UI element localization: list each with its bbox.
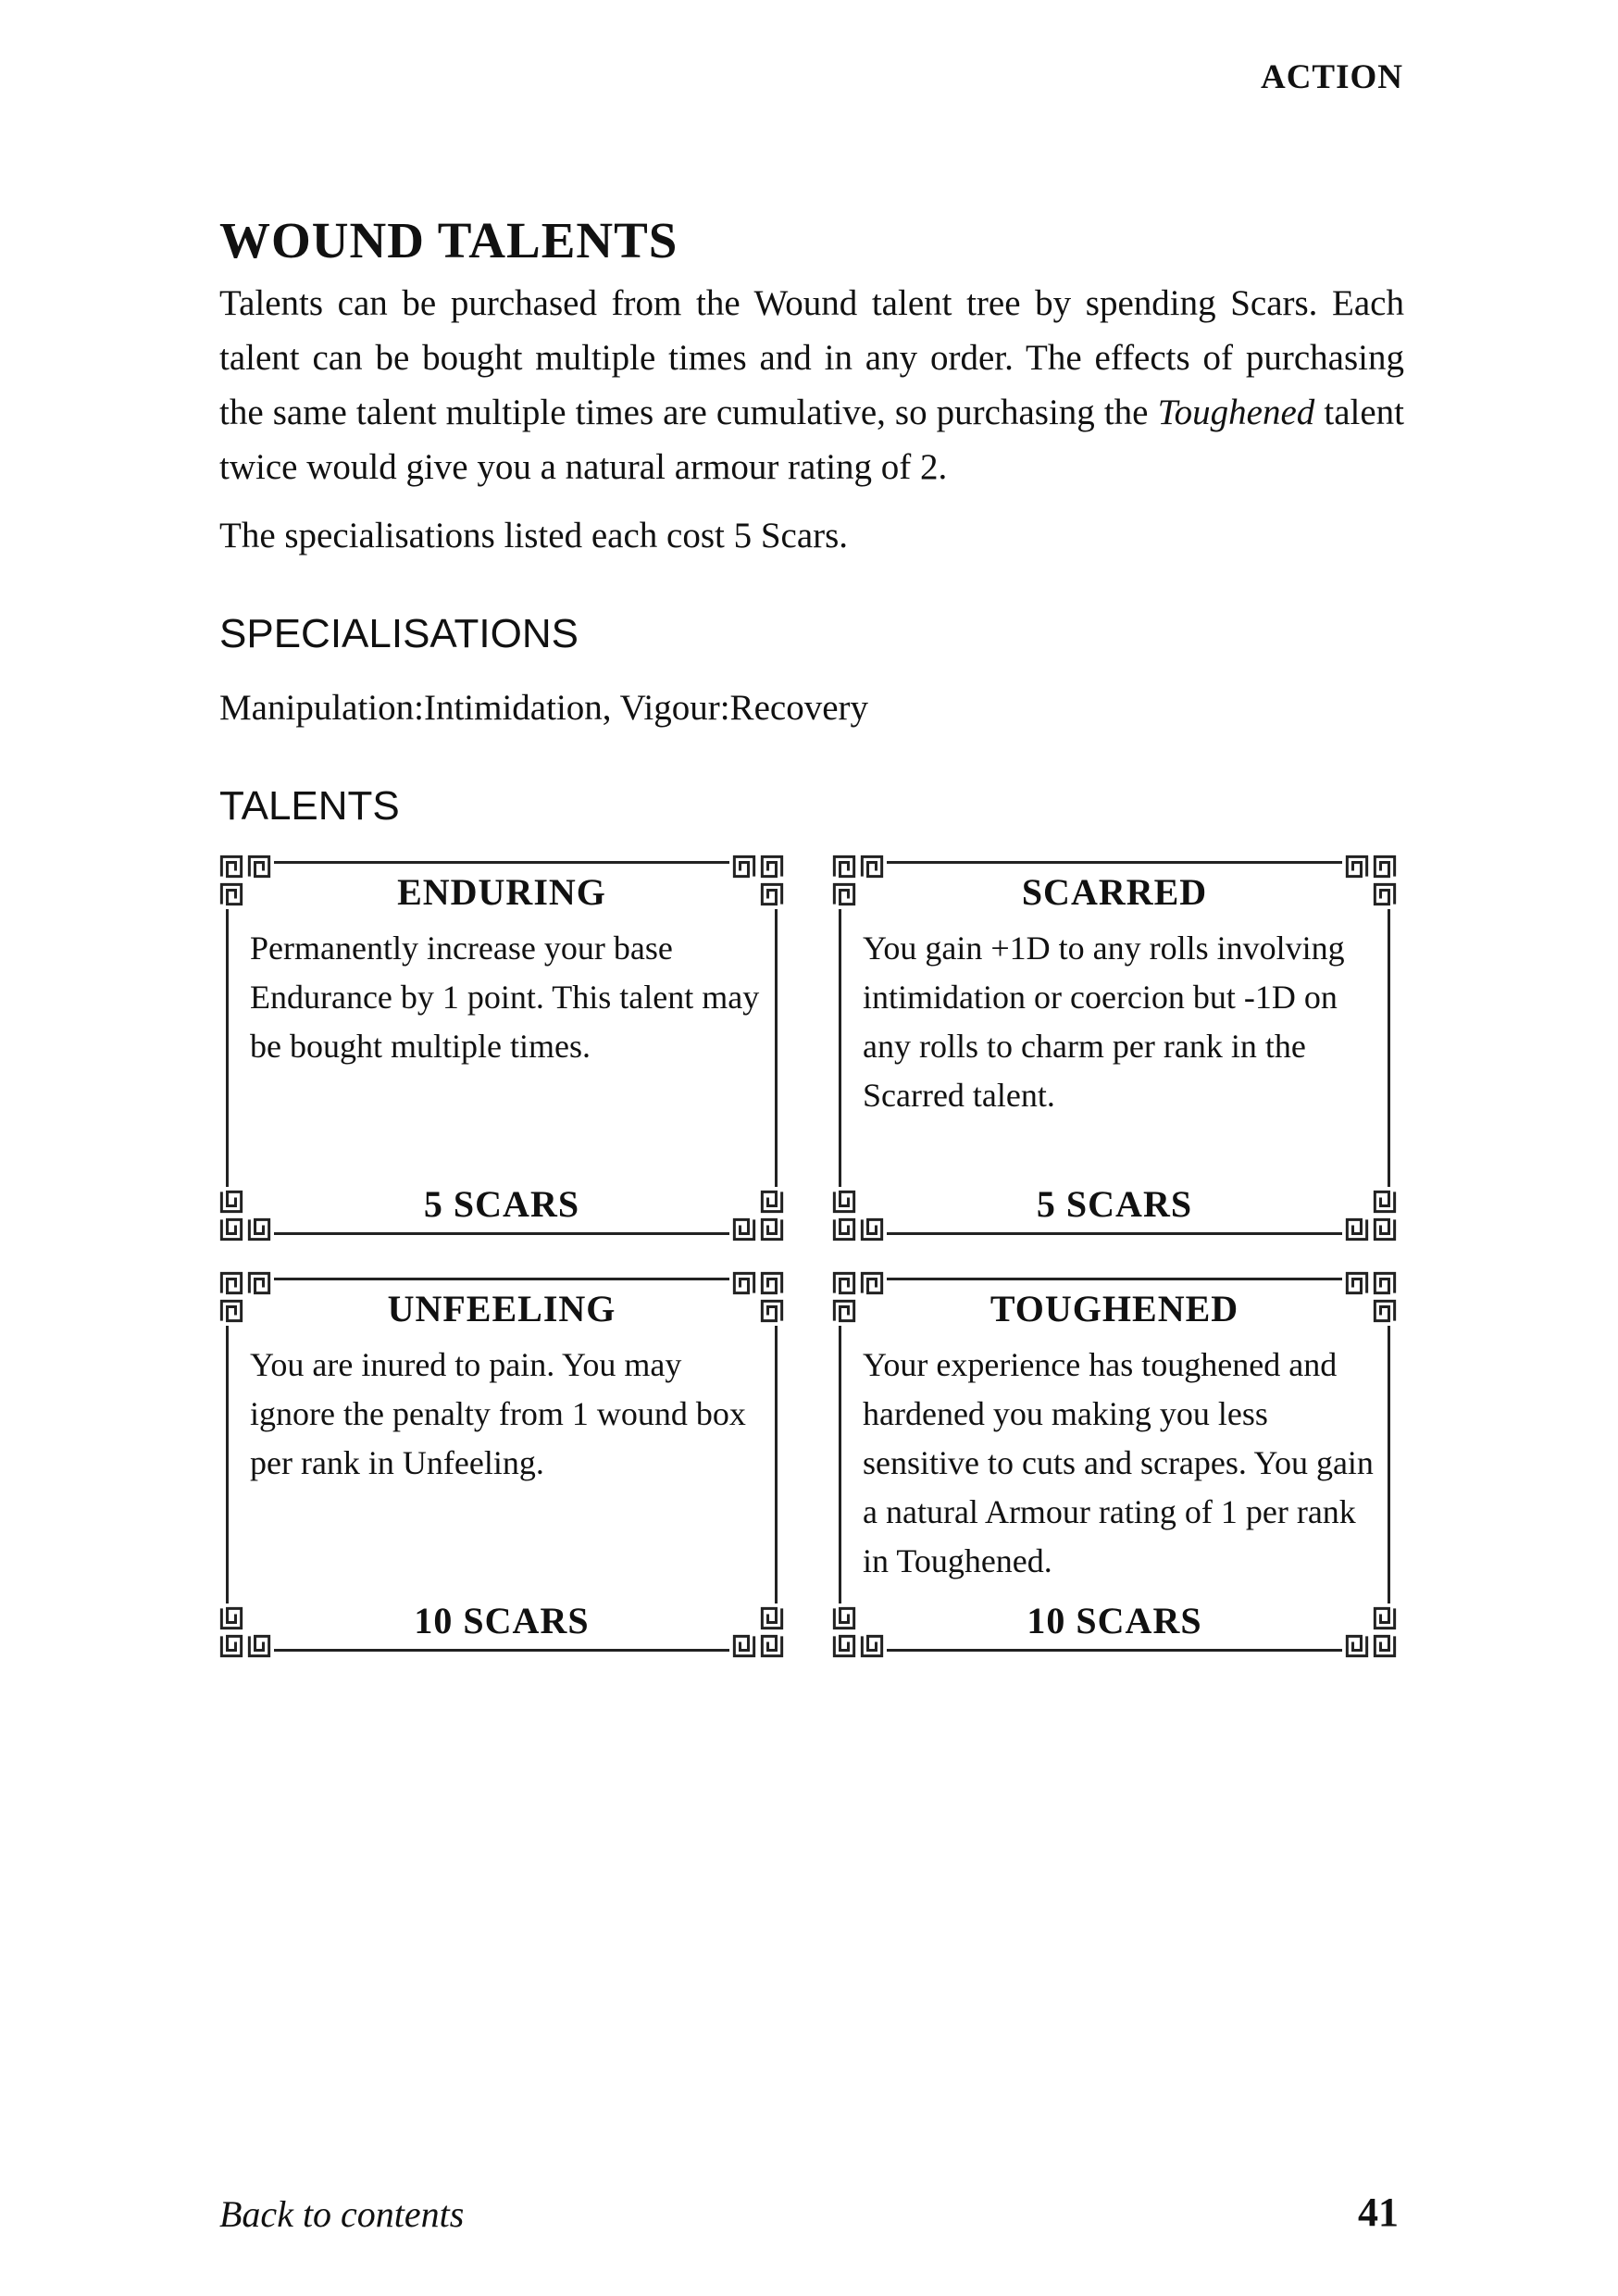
greek-key-corner-icon xyxy=(1342,1603,1400,1661)
talent-description: Your experience has toughened and hardened you making you less sensitive to cuts and scrapes. You gain a natural Armour rating of 1 per rank in Toughened. xyxy=(863,1346,1374,1579)
talent-description: You gain +1D to any rolls involving intimidation or coercion but -1D on any rolls to charm per rank in the Scarred talent. xyxy=(863,930,1345,1114)
greek-key-corner-icon xyxy=(1342,1187,1400,1244)
greek-key-corner-icon xyxy=(217,1268,274,1326)
greek-key-corner-icon xyxy=(729,1187,787,1244)
back-to-contents-link[interactable]: Back to contents xyxy=(219,2193,465,2235)
talent-cost: 5 SCARS xyxy=(1036,1183,1193,1225)
greek-key-corner-icon xyxy=(1342,852,1400,909)
talent-title: UNFEELING xyxy=(387,1288,616,1329)
intro-text-end: talent twice would give you a natural armour rating of 2. xyxy=(219,393,1404,487)
talent-title: ENDURING xyxy=(397,871,606,913)
running-head: ACTION xyxy=(1260,58,1403,96)
greek-key-corner-icon xyxy=(729,852,787,909)
intro-text-start: Talents can be purchased from the Wound talent tree by spending Scars. Each talent can be bought multiple times and in any order. The effects of purchasing the same talent multiple times are cumulative, so purchasing the xyxy=(219,283,1404,432)
greek-key-corner-icon xyxy=(217,1603,274,1661)
talent-cost: 5 SCARS xyxy=(423,1183,580,1225)
talent-title: TOUGHENED xyxy=(989,1288,1239,1329)
specialisations-heading: SPECIALISATIONS xyxy=(219,611,579,656)
greek-key-corner-icon xyxy=(829,852,887,909)
greek-key-corner-icon xyxy=(729,1603,787,1661)
talent-description: You are inured to pain. You may ignore the penalty from 1 wound box per rank in Unfeeling. xyxy=(250,1346,746,1481)
greek-key-corner-icon xyxy=(829,1187,887,1244)
talent-title: SCARRED xyxy=(1021,871,1208,913)
greek-key-corner-icon xyxy=(1342,1268,1400,1326)
talent-description: Permanently increase your base Endurance by 1 point. This talent may be bought multiple times. xyxy=(250,930,760,1065)
talent-card-enduring xyxy=(217,852,787,1244)
intro-talent-name: Toughened xyxy=(1157,393,1315,432)
talent-card-scarred xyxy=(829,852,1400,1244)
specialisations-list: Manipulation:Intimidation, Vigour:Recovery xyxy=(219,688,868,728)
talent-card-toughened xyxy=(829,1268,1400,1661)
talents-heading: TALENTS xyxy=(219,783,400,829)
greek-key-corner-icon xyxy=(217,1187,274,1244)
talent-cost: 10 SCARS xyxy=(414,1600,590,1641)
greek-key-corner-icon xyxy=(217,852,274,909)
greek-key-corner-icon xyxy=(729,1268,787,1326)
greek-key-corner-icon xyxy=(829,1603,887,1661)
page-number: 41 xyxy=(1358,2190,1399,2235)
intro-paragraph xyxy=(219,276,1404,494)
section-title: WOUND TALENTS xyxy=(219,212,678,268)
talent-card-unfeeling xyxy=(217,1268,787,1661)
talent-cost: 10 SCARS xyxy=(1027,1600,1202,1641)
specialisation-cost-note: The specialisations listed each cost 5 Scars. xyxy=(219,516,849,555)
greek-key-corner-icon xyxy=(829,1268,887,1326)
